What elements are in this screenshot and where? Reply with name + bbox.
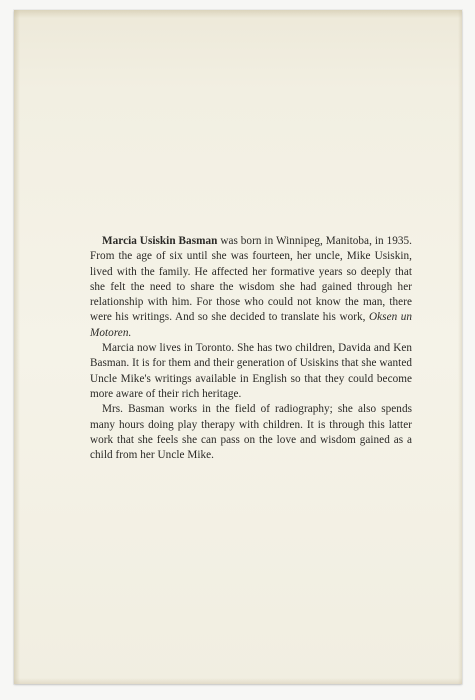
bio-paragraph-3: Mrs. Basman works in the field of radiography; she also spends many hours doing play therapy with children. It is through this latter work that she feels she can pass on the love and wisdom gained as a child from her Uncle Mike. <box>90 403 412 462</box>
bio-paragraph-1 <box>90 234 412 341</box>
cover-edge-bottom <box>14 678 462 684</box>
cover-edge-right <box>458 10 462 684</box>
bio-paragraph-2: Marcia now lives in Toronto. She has two children, Davida and Ken Basman. It is for them and their generation of Usiskins that she wanted Uncle Mike's writings available in English so that they could become more aware of their rich heritage. <box>90 342 412 400</box>
cover-edge-left <box>14 10 20 684</box>
author-name: Marcia Usiskin Basman <box>102 235 218 247</box>
bio-paragraph-1-text: was born in Winnipeg, Manitoba, in 1935. From the age of six until she was fourteen, her uncle, Mike Usiskin, lived with the family. He affected her formative years so deeply that she felt the need to share the wisdom she had gained through her relationship with him. For those who could not know the man, there were his writings. And so she decided to translate his work, <box>90 235 412 324</box>
author-biography <box>90 234 412 463</box>
cover-edge-top <box>14 10 462 18</box>
book-title: Oksen un Motoren. <box>90 311 413 339</box>
